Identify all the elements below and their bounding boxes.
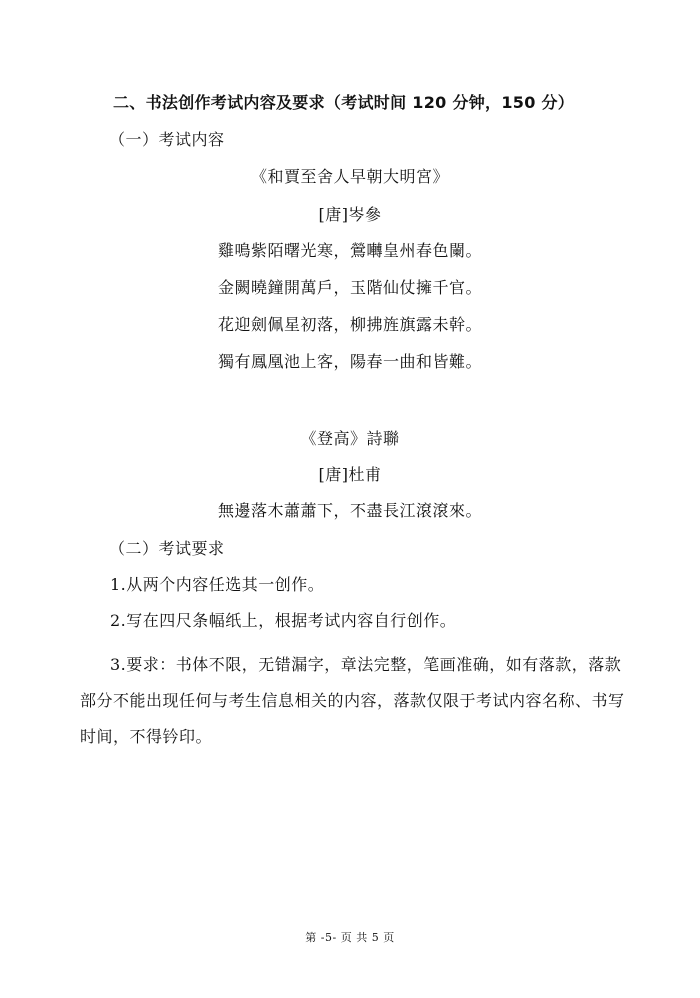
poem2-title: 《登高》詩聯 xyxy=(300,429,400,448)
poem1-line: 雞鳴紫陌曙光寒，鶯囀皇州春色闌。 xyxy=(217,241,482,260)
requirement-item: 1.从两个内容任选其一创作。 xyxy=(110,575,325,594)
requirement-item: 3.要求：书体不限，无错漏字，章法完整，笔画准确，如有落款，落款部分不能出现任何与考生信息相关的内容，落款仅限于考试内容名称、书写时间，不得钤印。 xyxy=(80,655,625,746)
subsection-requirements-heading: （二）考试要求 xyxy=(109,539,225,558)
page-number: 第 -5- 页 共 5 页 xyxy=(305,931,395,944)
poem1-author: [唐]岑參 xyxy=(318,205,382,224)
poem1-line: 花迎劍佩星初落，柳拂旌旗露未幹。 xyxy=(217,315,482,334)
poem1-line: 金闕曉鐘開萬戶，玉階仙仗擁千官。 xyxy=(217,278,482,297)
poem2-author: [唐]杜甫 xyxy=(318,465,382,484)
subsection-content-heading: （一）考试内容 xyxy=(109,130,225,149)
poem1-title: 《和賈至舍人早朝大明宮》 xyxy=(250,167,449,186)
section-title: 二、书法创作考试内容及要求（考试时间 120 分钟，150 分） xyxy=(113,93,575,112)
requirement-item: 2.写在四尺条幅纸上，根据考试内容自行创作。 xyxy=(110,611,457,630)
poem1-line: 獨有鳳凰池上客，陽春一曲和皆難。 xyxy=(217,352,482,371)
poem2-line: 無邊落木蕭蕭下，不盡長江滾滾來。 xyxy=(217,501,482,520)
